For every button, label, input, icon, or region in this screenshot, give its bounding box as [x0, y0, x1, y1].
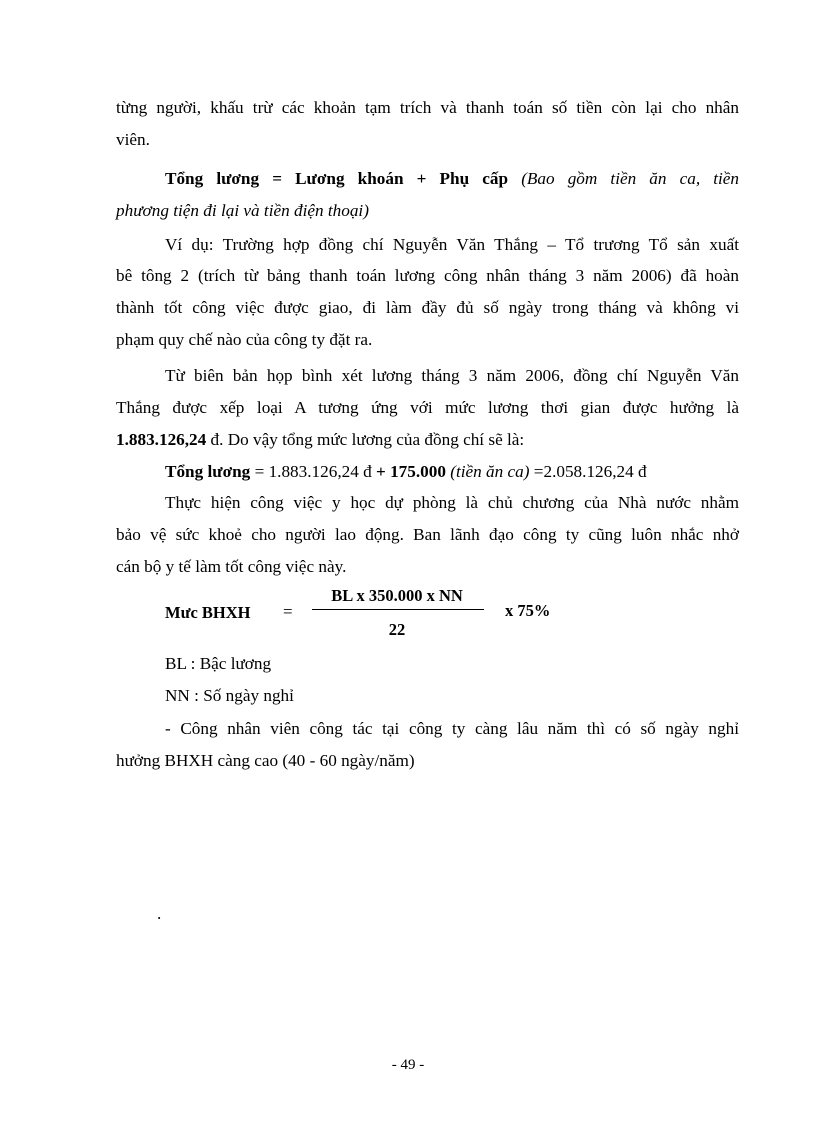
bhxh-formula-equals: = [283, 602, 293, 621]
ranking-line-3-text: đ. Do vậy tổng mức lương của đồng chí sẽ là: [206, 430, 525, 449]
example-line-2: bê tông 2 (trích từ bảng thanh toán lương công nhân tháng 3 năm 2006) đã hoàn [116, 266, 739, 285]
total-salary-formula-bold: Tổng lương = Lương khoán + Phụ cấp [165, 169, 509, 188]
total-salary-formula-note-2: phương tiện đi lại và tiền điện thoại) [116, 201, 369, 220]
ranking-amount: 1.883.126,24 [116, 430, 207, 449]
total-salary-formula [116, 163, 739, 195]
intro-line-2: viên. [116, 130, 150, 149]
intro-line-1: từng người, khấu trừ các khoản tạm trích và thanh toán số tiền còn lại cho nhân [116, 98, 739, 117]
bhxh-formula-label: Mưc BHXH [165, 603, 251, 622]
health-line-3: cán bộ y tế làm tốt công việc này. [116, 557, 347, 576]
note-line-2: hưởng BHXH càng cao (40 - 60 ngày/năm) [116, 751, 415, 770]
total-salary-label: Tổng lương [165, 462, 251, 481]
bhxh-formula-denominator: 22 [388, 620, 406, 639]
legend-bl: BL : Bậc lương [165, 654, 272, 673]
total-salary-part1: = 1.883.126,24 đ [250, 462, 376, 481]
example-line-3: thành tốt công việc được giao, đi làm đầy đủ số ngày trong tháng và không vi [116, 298, 739, 317]
meal-allowance: + 175.000 [376, 462, 446, 481]
total-salary-calculation [165, 456, 755, 488]
ranking-line-1: Từ biên bản họp bình xét lương tháng 3 năm 2006, đồng chí Nguyễn Văn [165, 366, 739, 385]
note-line-1: - Công nhân viên công tác tại công ty càng lâu năm thì có số ngày nghỉ [165, 719, 739, 738]
fraction-bar [312, 609, 484, 610]
example-line-4: phạm quy chế nào của công ty đặt ra. [116, 330, 373, 349]
total-salary-formula-note-1: (Bao gồm tiền ăn ca, tiền [521, 169, 740, 188]
total-salary-result: =2.058.126,24 đ [529, 462, 647, 481]
legend-nn: NN : Số ngày nghỉ [165, 686, 294, 705]
bhxh-formula-numerator: BL x 350.000 x NN [331, 586, 463, 605]
page-number: - 49 - [391, 1057, 425, 1073]
example-line-1: Ví dụ: Trường hợp đồng chí Nguyễn Văn Thắng – Tổ trương Tổ sản xuất [165, 235, 739, 254]
health-line-2: bảo vệ sức khoẻ cho người lao động. Ban lãnh đạo công ty cũng luôn nhắc nhở [116, 525, 739, 544]
ranking-line-3 [116, 424, 739, 456]
stray-dot: . [157, 904, 162, 923]
ranking-line-2: Thắng được xếp loại A tương ứng với mức lương thơi gian được hưởng là [116, 398, 739, 417]
health-line-1: Thực hiện công việc y học dự phòng là chủ chương của Nhà nước nhằm [165, 493, 739, 512]
meal-allowance-note: (tiền ăn ca) [445, 462, 530, 481]
bhxh-formula-multiplier: x 75% [505, 601, 551, 620]
